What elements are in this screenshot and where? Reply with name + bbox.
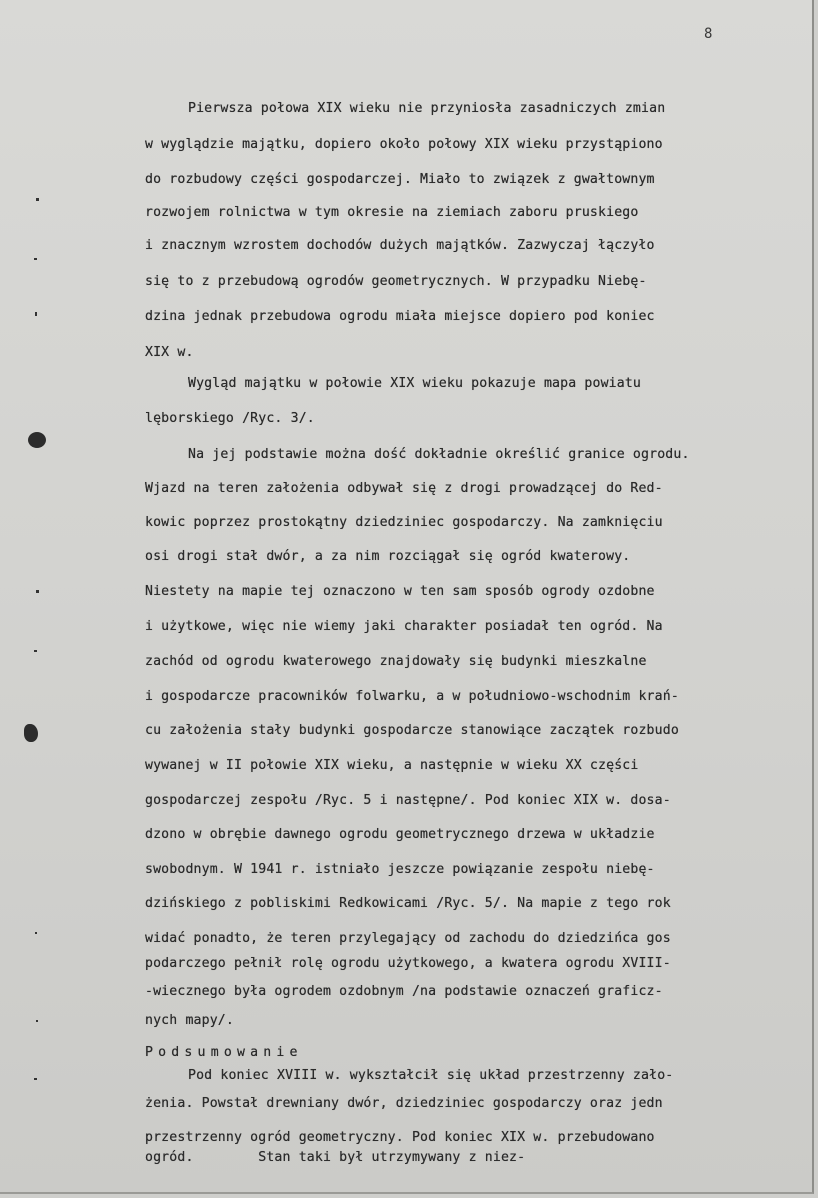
text-line: przestrzenny ogród geometryczny. Pod koniec XIX w. przebudowano (145, 1130, 655, 1145)
text-line: dzina jednak przebudowa ogrodu miała miejsce dopiero pod koniec (145, 309, 655, 324)
scan-speck (34, 1078, 37, 1080)
text-line: Wygląd majątku w połowie XIX wieku pokazuje mapa powiatu (188, 376, 642, 391)
punch-hole-mark (28, 432, 46, 448)
text-line: dzińskiego z pobliskimi Redkowicami /Ryc. 5/. Na mapie z tego rok (145, 896, 671, 911)
text-line: wywanej w II połowie XIX wieku, a następnie w wieku XX części (145, 758, 639, 773)
text-line: -wiecznego była ogrodem ozdobnym /na podstawie oznaczeń graficz- (145, 984, 663, 999)
text-line: ogród. Stan taki był utrzymywany z niez- (145, 1150, 526, 1165)
text-line: zachód od ogrodu kwaterowego znajdowały się budynki mieszkalne (145, 654, 647, 669)
text-line: nych mapy/. (145, 1013, 234, 1028)
scan-speck (36, 1020, 38, 1022)
text-line: XIX w. (145, 345, 194, 360)
text-line: Pierwsza połowa XIX wieku nie przyniosła zasadniczych zmian (188, 101, 666, 116)
page-number: 8 (704, 26, 713, 42)
scan-speck (34, 258, 37, 260)
text-line: osi drogi stał dwór, a za nim rozciągał się ogród kwaterowy. (145, 549, 631, 564)
text-line: i znacznym wzrostem dochodów dużych majątków. Zazwyczaj łączyło (145, 238, 655, 253)
scan-speck (35, 932, 37, 934)
text-line: gospodarczej zespołu /Ryc. 5 i następne/. Pod koniec XIX w. dosa- (145, 793, 671, 808)
text-line: w wyglądzie majątku, dopiero około połowy XIX wieku przystąpiono (145, 137, 663, 152)
text-line: lęborskiego /Ryc. 3/. (145, 411, 315, 426)
text-line: swobodnym. W 1941 r. istniało jeszcze powiązanie zespołu niebę- (145, 862, 655, 877)
text-line: żenia. Powstał drewniany dwór, dziedziniec gospodarczy oraz jedn (145, 1096, 663, 1111)
text-line: rozwojem rolnictwa w tym okresie na ziemiach zaboru pruskiego (145, 205, 639, 220)
punch-hole-mark (24, 724, 38, 742)
scan-speck (35, 312, 37, 316)
text-line: widać ponadto, że teren przylegający od zachodu do dziedzińca gos (145, 931, 671, 946)
text-line: Na jej podstawie można dość dokładnie określić granice ogrodu. (188, 447, 690, 462)
text-line: do rozbudowy części gospodarczej. Miało to związek z gwałtownym (145, 172, 655, 187)
text-line: dzono w obrębie dawnego ogrodu geometrycznego drzewa w układzie (145, 827, 655, 842)
section-heading: Podsumowanie (145, 1045, 303, 1060)
text-line: kowic poprzez prostokątny dziedziniec gospodarczy. Na zamknięciu (145, 515, 663, 530)
scan-speck (34, 650, 37, 652)
scan-speck (36, 198, 39, 201)
scan-speck (36, 590, 39, 593)
text-line: Wjazd na teren założenia odbywał się z drogi prowadzącej do Red- (145, 481, 663, 496)
text-line: się to z przebudową ogrodów geometrycznych. W przypadku Niebę- (145, 274, 647, 289)
text-line: podarczego pełnił rolę ogrodu użytkowego, a kwatera ogrodu XVIII- (145, 956, 671, 971)
text-line: i użytkowe, więc nie wiemy jaki charakter posiadał ten ogród. Na (145, 619, 663, 634)
text-line: cu założenia stały budynki gospodarcze stanowiące zaczątek rozbudo (145, 723, 679, 738)
text-line: Pod koniec XVIII w. wykształcił się układ przestrzenny zało- (188, 1068, 674, 1083)
text-line: i gospodarcze pracowników folwarku, a w południowo-wschodnim krań- (145, 689, 679, 704)
text-line: Niestety na mapie tej oznaczono w ten sam sposób ogrody ozdobne (145, 584, 655, 599)
